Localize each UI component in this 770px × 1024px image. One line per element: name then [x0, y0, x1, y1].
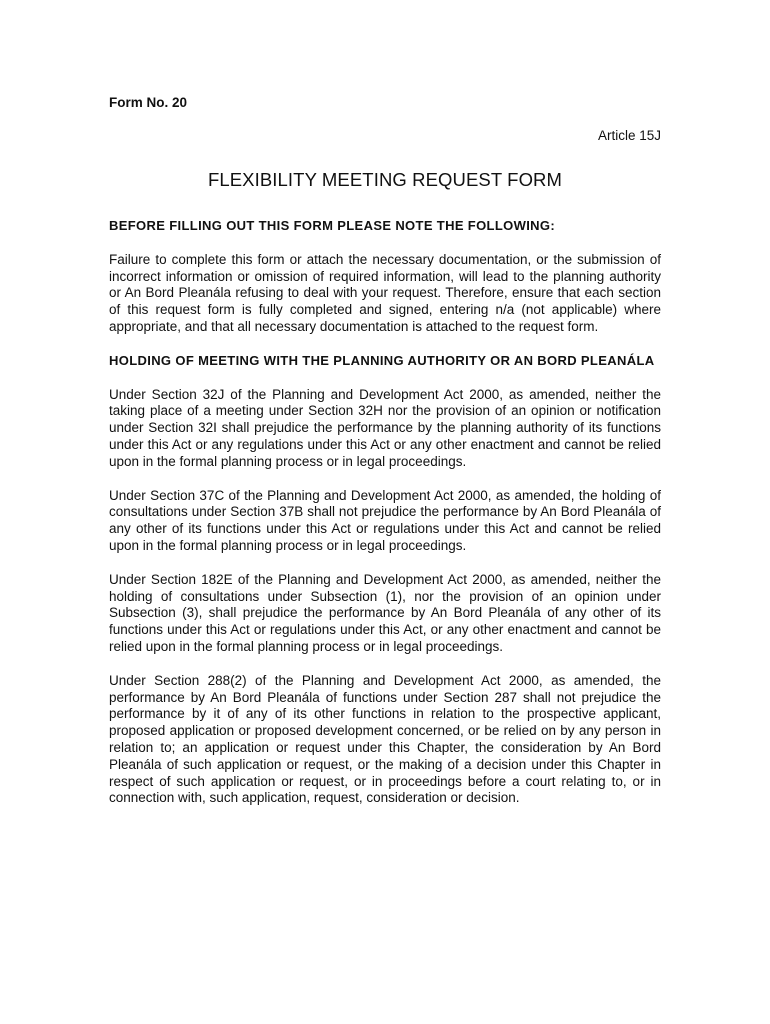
- form-number: Form No. 20: [109, 95, 188, 110]
- section-32j-paragraph: Under Section 32J of the Planning and Development Act 2000, as amended, neither the taking place of a meeting under Section 32H nor the provision of an opinion or notification under Section 32I shall prejudice the performance by the planning authority of its functions under this Act or any regulations under this Act or any other enactment and cannot be relied upon in the formal planning process or in legal proceedings.: [109, 386, 661, 469]
- article-reference: Article 15J: [597, 128, 661, 143]
- section-37c-paragraph: Under Section 37C of the Planning and Development Act 2000, as amended, the holding of consultations under Section 37B shall not prejudice the performance by An Bord Pleanála of any other of its functions under this Act or regulations under this Act and cannot be relied upon in the formal planning process or in legal proceedings.: [109, 487, 661, 553]
- note-paragraph: Failure to complete this form or attach the necessary documentation, or the submission of incorrect information or omission of required information, will lead to the planning authority or An Bord Pleanála refusing to deal with your request. Therefore, ensure that each section of this request form is fully completed and signed, entering n/a (not applicable) where appropriate, and that all necessary documentation is attached to the request form.: [109, 251, 661, 334]
- document-page: [109, 95, 661, 807]
- form-title: FLEXIBILITY MEETING REQUEST FORM: [207, 169, 563, 190]
- meeting-heading: HOLDING OF MEETING WITH THE PLANNING AUTHORITY OR AN BORD PLEANÁLA: [109, 352, 655, 368]
- section-288-paragraph: Under Section 288(2) of the Planning and Development Act 2000, as amended, the performance by An Bord Pleanála of functions under Section 287 shall not prejudice the performance by it of any of its other functions in relation to the prospective applicant, proposed application or proposed development concerned, or be relied on by any person in relation to; an application or request under this Chapter, the consideration by An Bord Pleanála of such application or request, or the making of a decision under this Chapter in respect of such application or request, or in proceedings before a court relating to, or in connection with, such application, request, consideration or decision.: [109, 672, 661, 806]
- section-182e-paragraph: Under Section 182E of the Planning and Development Act 2000, as amended, neither the holding of consultations under Subsection (1), nor the provision of an opinion under Subsection (3), shall prejudice the performance by An Bord Pleanála of any other of its functions under this Act or regulations under this Act, or any other enactment and cannot be relied upon in the formal planning process or in legal proceedings.: [109, 571, 661, 654]
- note-heading: BEFORE FILLING OUT THIS FORM PLEASE NOTE THE FOLLOWING:: [109, 218, 556, 233]
